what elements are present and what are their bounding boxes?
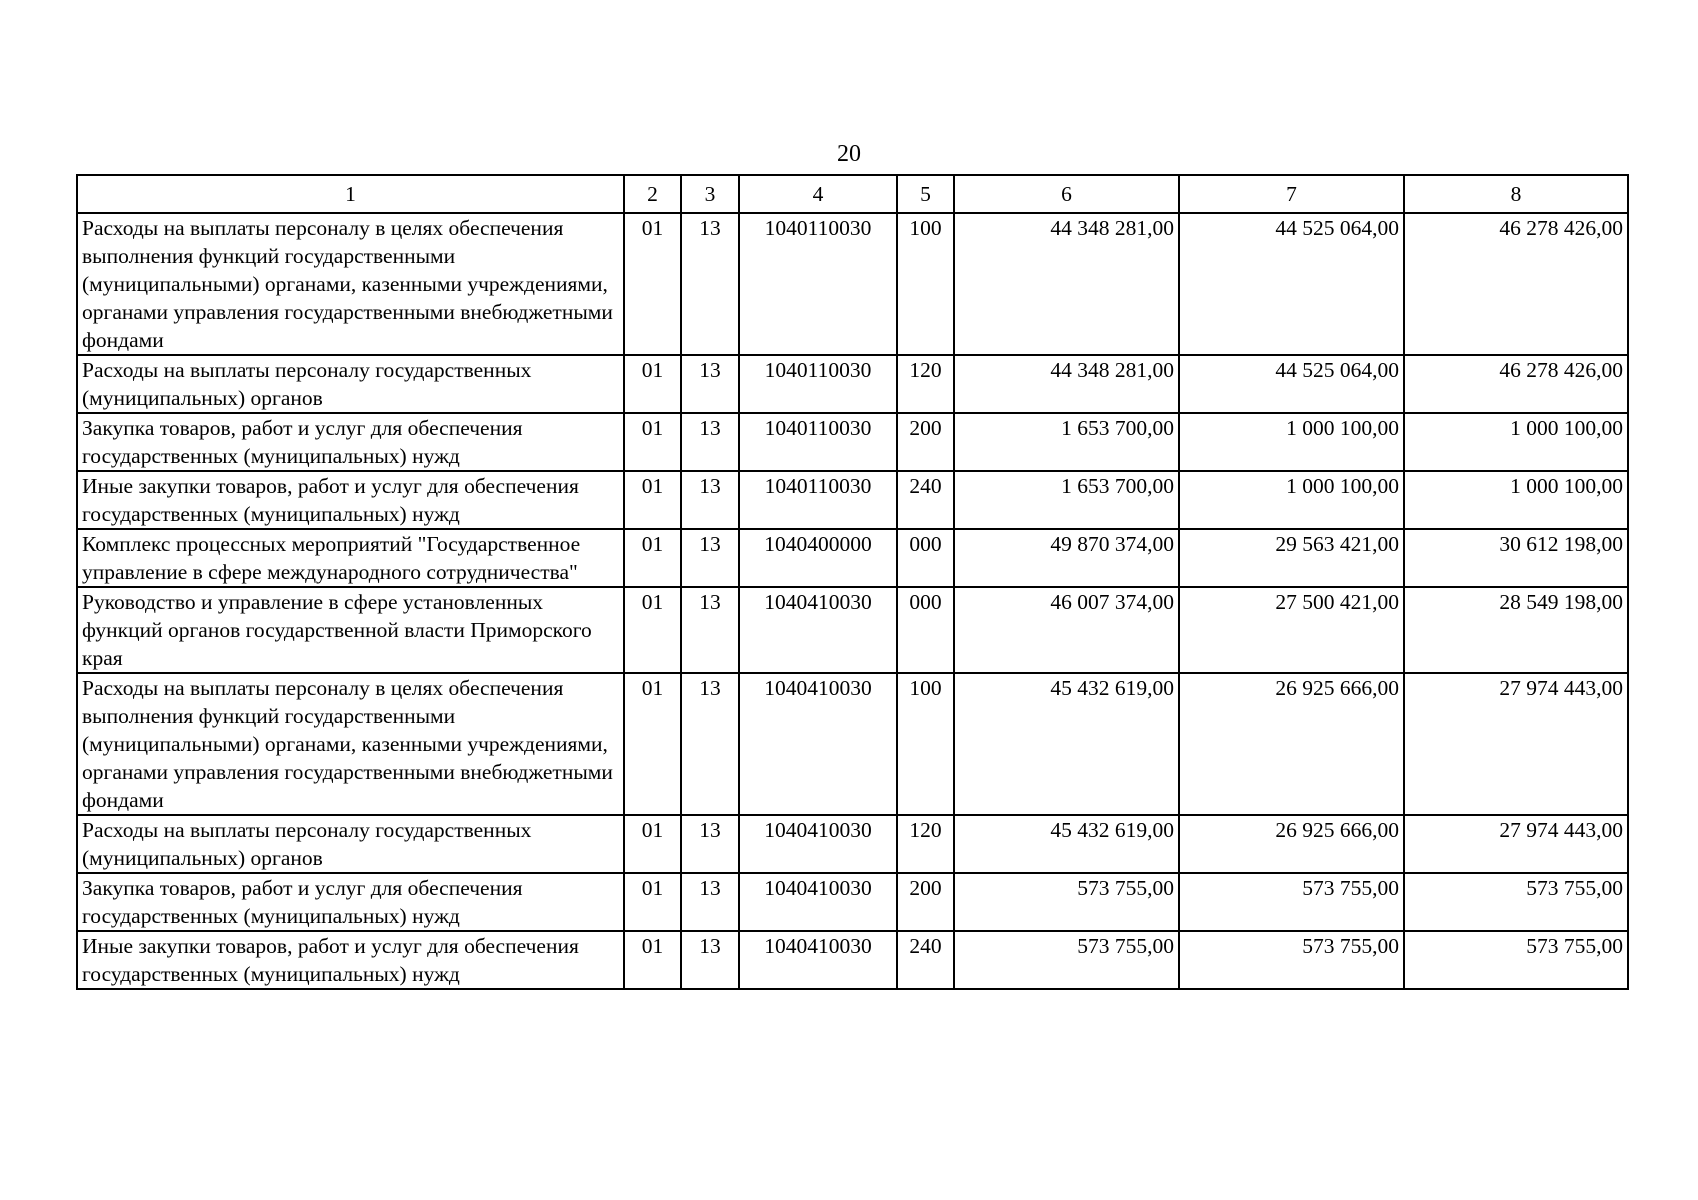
subsection-code: 13 (681, 673, 739, 815)
expense-name: Закупка товаров, работ и услуг для обеспечения государственных (муниципальных) нужд (77, 413, 624, 471)
section-code: 01 (624, 815, 681, 873)
section-code: 01 (624, 673, 681, 815)
subsection-code: 13 (681, 413, 739, 471)
amount-col-7: 26 925 666,00 (1179, 673, 1404, 815)
subsection-code: 13 (681, 355, 739, 413)
target-article-code: 1040400000 (739, 529, 897, 587)
amount-col-6: 45 432 619,00 (954, 673, 1179, 815)
amount-col-8: 30 612 198,00 (1404, 529, 1628, 587)
amount-col-8: 27 974 443,00 (1404, 815, 1628, 873)
amount-col-7: 1 000 100,00 (1179, 471, 1404, 529)
target-article-code: 1040410030 (739, 873, 897, 931)
amount-col-6: 1 653 700,00 (954, 471, 1179, 529)
header-row (77, 175, 1628, 213)
amount-col-8: 28 549 198,00 (1404, 587, 1628, 673)
expense-name: Расходы на выплаты персоналу в целях обеспечения выполнения функций государственными (муниципальными) органами, казенными учреждениями, органами управления государственными внебюджетными фондами (77, 673, 624, 815)
target-article-code: 1040410030 (739, 587, 897, 673)
column-header: 7 (1179, 175, 1404, 213)
amount-col-8: 27 974 443,00 (1404, 673, 1628, 815)
amount-col-7: 573 755,00 (1179, 931, 1404, 989)
section-code: 01 (624, 471, 681, 529)
amount-col-6: 573 755,00 (954, 931, 1179, 989)
target-article-code: 1040410030 (739, 931, 897, 989)
amount-col-6: 573 755,00 (954, 873, 1179, 931)
table-row (77, 673, 1628, 815)
column-header: 3 (681, 175, 739, 213)
target-article-code: 1040110030 (739, 213, 897, 355)
expense-type-code: 100 (897, 673, 954, 815)
table-row (77, 355, 1628, 413)
expense-name: Руководство и управление в сфере установленных функций органов государственной власти Приморского края (77, 587, 624, 673)
expense-name: Закупка товаров, работ и услуг для обеспечения государственных (муниципальных) нужд (77, 873, 624, 931)
amount-col-7: 44 525 064,00 (1179, 213, 1404, 355)
expense-type-code: 240 (897, 471, 954, 529)
section-code: 01 (624, 413, 681, 471)
expense-type-code: 000 (897, 587, 954, 673)
expense-name: Иные закупки товаров, работ и услуг для обеспечения государственных (муниципальных) нужд (77, 931, 624, 989)
target-article-code: 1040410030 (739, 815, 897, 873)
column-header: 8 (1404, 175, 1628, 213)
amount-col-7: 27 500 421,00 (1179, 587, 1404, 673)
amount-col-6: 46 007 374,00 (954, 587, 1179, 673)
column-header: 4 (739, 175, 897, 213)
amount-col-6: 45 432 619,00 (954, 815, 1179, 873)
subsection-code: 13 (681, 931, 739, 989)
target-article-code: 1040410030 (739, 673, 897, 815)
section-code: 01 (624, 931, 681, 989)
page-number: 20 (837, 141, 861, 167)
expense-name: Иные закупки товаров, работ и услуг для обеспечения государственных (муниципальных) нужд (77, 471, 624, 529)
subsection-code: 13 (681, 471, 739, 529)
amount-col-8: 46 278 426,00 (1404, 355, 1628, 413)
target-article-code: 1040110030 (739, 355, 897, 413)
column-header: 5 (897, 175, 954, 213)
table-row (77, 873, 1628, 931)
amount-col-7: 26 925 666,00 (1179, 815, 1404, 873)
subsection-code: 13 (681, 815, 739, 873)
table-row (77, 529, 1628, 587)
amount-col-7: 573 755,00 (1179, 873, 1404, 931)
column-header: 1 (77, 175, 624, 213)
table-row (77, 213, 1628, 355)
expense-name: Расходы на выплаты персоналу в целях обеспечения выполнения функций государственными (муниципальными) органами, казенными учреждениями, органами управления государственными внебюджетными фондами (77, 213, 624, 355)
subsection-code: 13 (681, 213, 739, 355)
expense-type-code: 120 (897, 355, 954, 413)
expense-type-code: 200 (897, 873, 954, 931)
section-code: 01 (624, 873, 681, 931)
amount-col-8: 46 278 426,00 (1404, 213, 1628, 355)
amount-col-8: 573 755,00 (1404, 873, 1628, 931)
section-code: 01 (624, 213, 681, 355)
amount-col-7: 1 000 100,00 (1179, 413, 1404, 471)
amount-col-6: 44 348 281,00 (954, 213, 1179, 355)
expense-name: Комплекс процессных мероприятий "Государственное управление в сфере международного сотрудничества" (77, 529, 624, 587)
expense-type-code: 240 (897, 931, 954, 989)
expense-type-code: 120 (897, 815, 954, 873)
expense-name: Расходы на выплаты персоналу государственных (муниципальных) органов (77, 815, 624, 873)
target-article-code: 1040110030 (739, 413, 897, 471)
target-article-code: 1040110030 (739, 471, 897, 529)
subsection-code: 13 (681, 873, 739, 931)
budget-table (76, 174, 1629, 990)
expense-type-code: 000 (897, 529, 954, 587)
amount-col-8: 1 000 100,00 (1404, 471, 1628, 529)
table-row (77, 587, 1628, 673)
amount-col-6: 44 348 281,00 (954, 355, 1179, 413)
amount-col-7: 44 525 064,00 (1179, 355, 1404, 413)
section-code: 01 (624, 529, 681, 587)
section-code: 01 (624, 587, 681, 673)
table-row (77, 413, 1628, 471)
column-header: 2 (624, 175, 681, 213)
expense-type-code: 100 (897, 213, 954, 355)
amount-col-8: 1 000 100,00 (1404, 413, 1628, 471)
table-row (77, 471, 1628, 529)
amount-col-6: 49 870 374,00 (954, 529, 1179, 587)
table-row (77, 815, 1628, 873)
amount-col-7: 29 563 421,00 (1179, 529, 1404, 587)
table-row (77, 931, 1628, 989)
subsection-code: 13 (681, 529, 739, 587)
section-code: 01 (624, 355, 681, 413)
amount-col-8: 573 755,00 (1404, 931, 1628, 989)
column-header: 6 (954, 175, 1179, 213)
amount-col-6: 1 653 700,00 (954, 413, 1179, 471)
expense-type-code: 200 (897, 413, 954, 471)
subsection-code: 13 (681, 587, 739, 673)
expense-name: Расходы на выплаты персоналу государственных (муниципальных) органов (77, 355, 624, 413)
